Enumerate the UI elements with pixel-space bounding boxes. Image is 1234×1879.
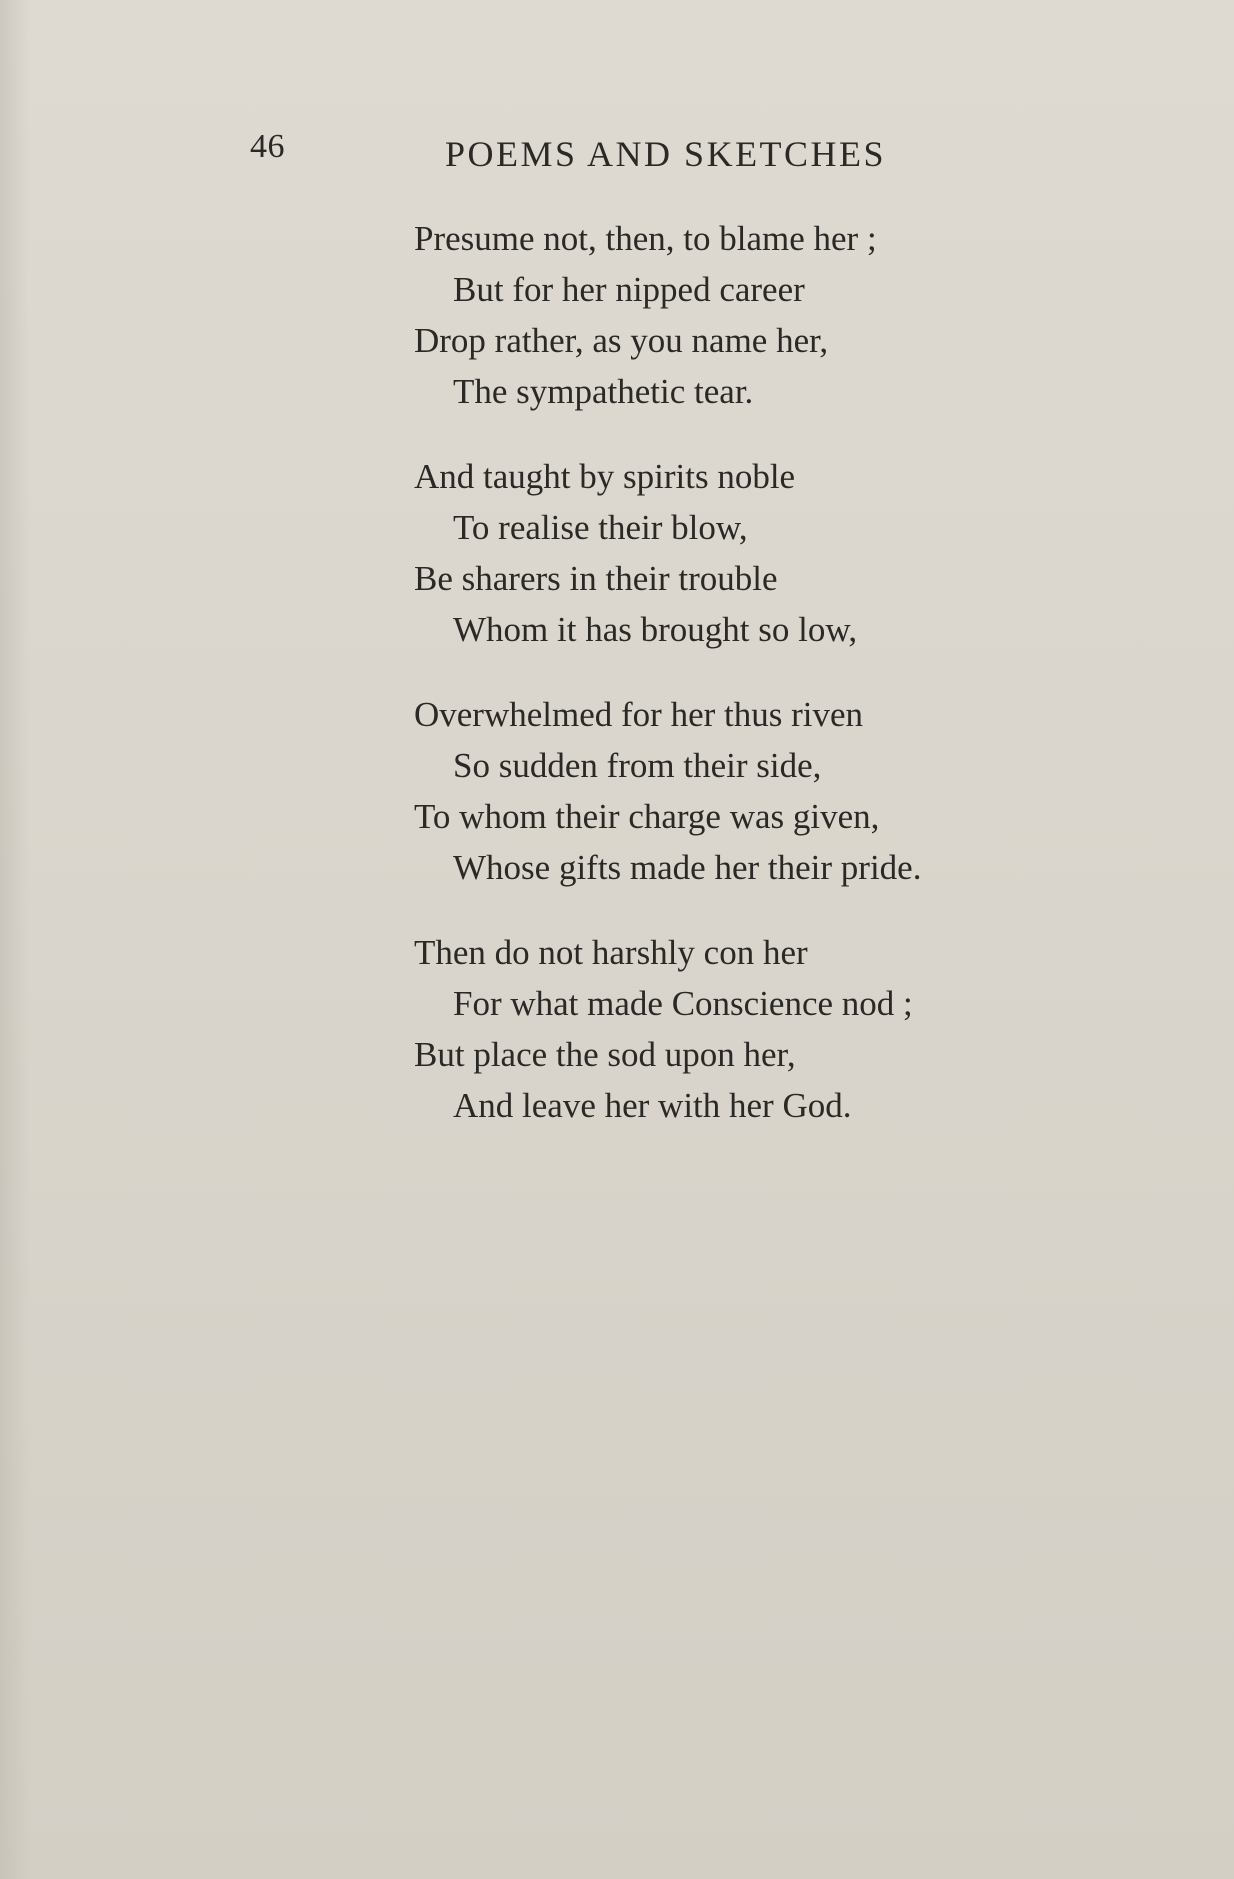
poem-line: But for her nipped career [453,270,805,309]
poem [414,213,1114,1165]
poem-line: Overwhelmed for her thus riven [414,695,864,734]
poem-line: Then do not harshly con her [414,933,808,972]
poem-line: The sympathetic tear. [453,372,754,411]
poem-line: And leave her with her God. [453,1086,852,1125]
stanza [414,451,1114,655]
running-title: POEMS AND SKETCHES [445,134,887,174]
poem-line: For what made Conscience nod ; [453,984,913,1023]
poem-line: Presume not, then, to blame her ; [414,219,877,258]
poem-line: Whose gifts made her their pride. [453,848,922,887]
stanza [414,689,1114,893]
stanza [414,213,1114,417]
poem-line: Drop rather, as you name her, [414,321,829,360]
poem-line: Whom it has brought so low, [453,610,858,649]
poem-line: And taught by spirits noble [414,457,796,496]
stanza [414,927,1114,1131]
poem-line: So sudden from their side, [453,746,822,785]
poem-line: To whom their charge was given, [414,797,880,836]
poem-line: But place the sod upon her, [414,1035,796,1074]
poem-line: Be sharers in their trouble [414,559,778,598]
poem-line: To realise their blow, [453,508,748,547]
page-number: 46 [250,128,285,165]
